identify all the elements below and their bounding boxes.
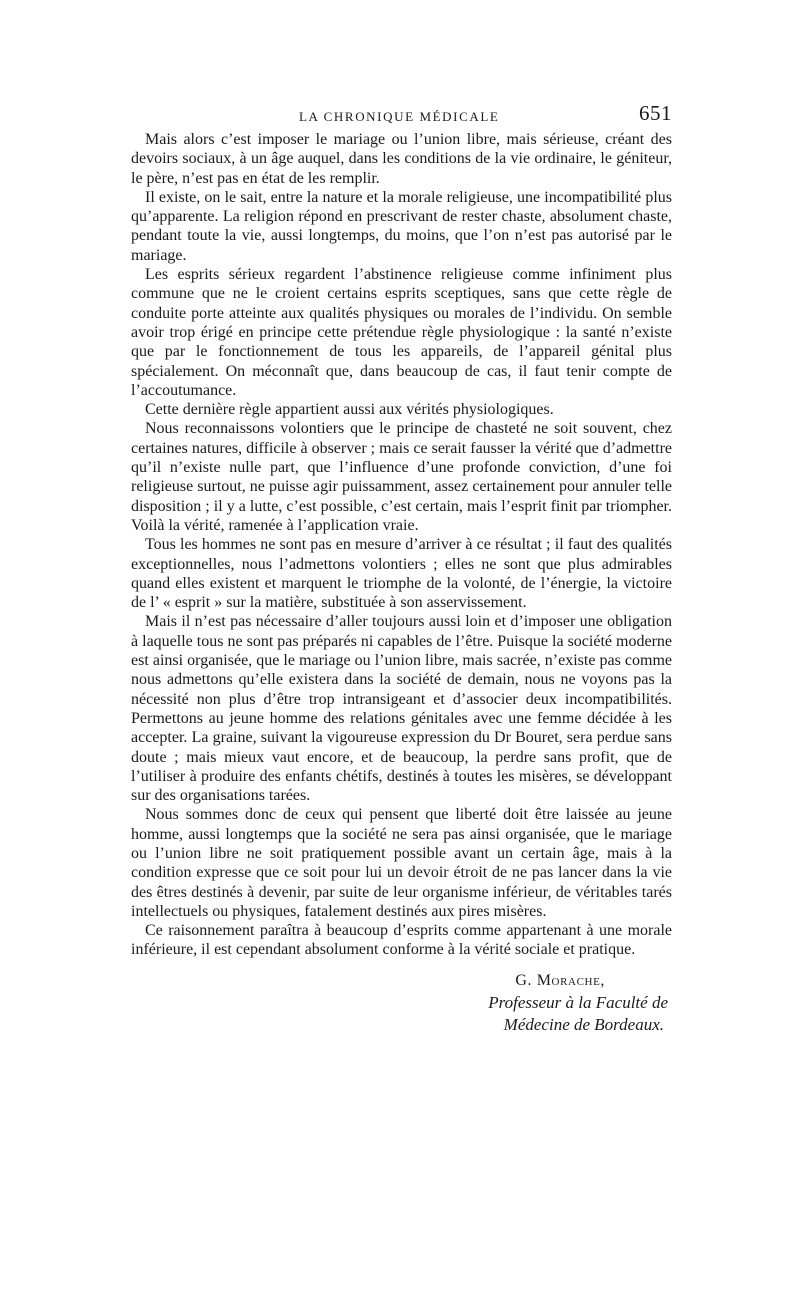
page-number: 651 [639, 101, 672, 125]
author-surname: Morache, [536, 971, 605, 989]
author-affiliation-line-2: Médecine de Bordeaux. [503, 1014, 664, 1034]
page [131, 100, 672, 1036]
paragraph: Nous sommes donc de ceux qui pensent que liberté doit être laissée au jeune homme, aussi longtemps que la société ne sera pas ainsi organisée, que le mariage ou l’union libre ne soit pratiquement possible avant un certain âge, mais à la condition expresse que ce soit pour lui un devoir étroit de ne pas lancer dans la vie des êtres destinés à devenir, par suite de leur organisme inférieur, de véritables tarés intellectuels ou physiques, fatalement destinés aux pires misères. [131, 806, 672, 920]
signature-block [131, 970, 672, 1036]
author-initial: G. [515, 971, 533, 989]
running-head [131, 100, 672, 130]
paragraph: Les esprits sérieux regardent l’abstinence religieuse comme infiniment plus commune que ne le croient certains esprits sceptiques, sans que cette règle de conduite porte atteinte aux qualités physiques ou morales de l’individu. On semble avoir trop érigé en principe cette prétendue règle physiologique : la santé n’existe que par le fonctionnement de tous les appareils, de l’appareil génital plus spécialement. On méconnaît que, dans beaucoup de cas, il faut tenir compte de l’accoutumance. [131, 266, 672, 399]
journal-title: LA CHRONIQUE MÉDICALE [299, 109, 500, 124]
paragraph: Mais il n’est pas nécessaire d’aller toujours aussi loin et d’imposer une obligation à laquelle tous ne sont pas préparés ni capables de l’être. Puisque la société moderne est ainsi organisée, que le mariage ou l’union libre, mais sacrée, n’existe pas comme nous admettons qu’elle existera dans la société de demain, nous ne voyons pas la nécessité non plus d’être trop intransigeant et d’associer deux incompatibilités. Permettons au jeune homme des relations génitales avec une femme décidée à les accepter. La graine, suivant la vigoureuse expression du Dr Bouret, sera perdue sans doute ; mais mieux vaut encore, et de beaucoup, la perdre sans profit, que de l’utiliser à produire des enfants chétifs, destinés à toutes les misères, se développant sur des organisations tarées. [131, 613, 672, 805]
paragraph: Il existe, on le sait, entre la nature et la morale religieuse, une incompatibilité plus qu’apparente. La religion répond en prescrivant de rester chaste, absolument chaste, pendant toute la vie, aussi longtemps, du moins, que l’on n’est pas autorisé par le mariage. [131, 188, 672, 264]
paragraph: Cette dernière règle appartient aussi aux vérités physiologiques. [145, 401, 554, 419]
paragraph: Ce raisonnement paraîtra à beaucoup d’esprits comme appartenant à une morale inférieure, il est cependant absolument conforme à la vérité sociale et pratique. [131, 922, 672, 959]
article-body [131, 130, 672, 960]
paragraph: Nous reconnaissons volontiers que le principe de chasteté ne soit souvent, chez certaines natures, difficile à observer ; mais ce serait fausser la vérité que d’admettre qu’il n’existe nulle part, que l’influence d’une profonde conviction, d’une foi religieuse surtout, ne puisse agir puissamment, assez certainement pour annuler telle disposition ; il y a lutte, c’est possible, c’est certain, mais l’esprit finit par triompher. Voilà la vérité, ramenée à l’application vraie. [131, 420, 672, 534]
author-name [131, 970, 668, 992]
author-affiliation-line-1: Professeur à la Faculté de [488, 992, 668, 1012]
paragraph: Mais alors c’est imposer le mariage ou l’union libre, mais sérieuse, créant des devoirs sociaux, à un âge auquel, dans les conditions de la vie ordinaire, le géniteur, le père, n’est pas en état de les remplir. [131, 131, 672, 187]
paragraph: Tous les hommes ne sont pas en mesure d’arriver à ce résultat ; il faut des qualités exceptionnelles, nous l’admettons volontiers ; elles ne sont que plus admirables quand elles existent et marquent le triomphe de la volonté, de l’énergie, la victoire de l’ « esprit » sur la matière, substituée à son asservissement. [131, 536, 672, 612]
